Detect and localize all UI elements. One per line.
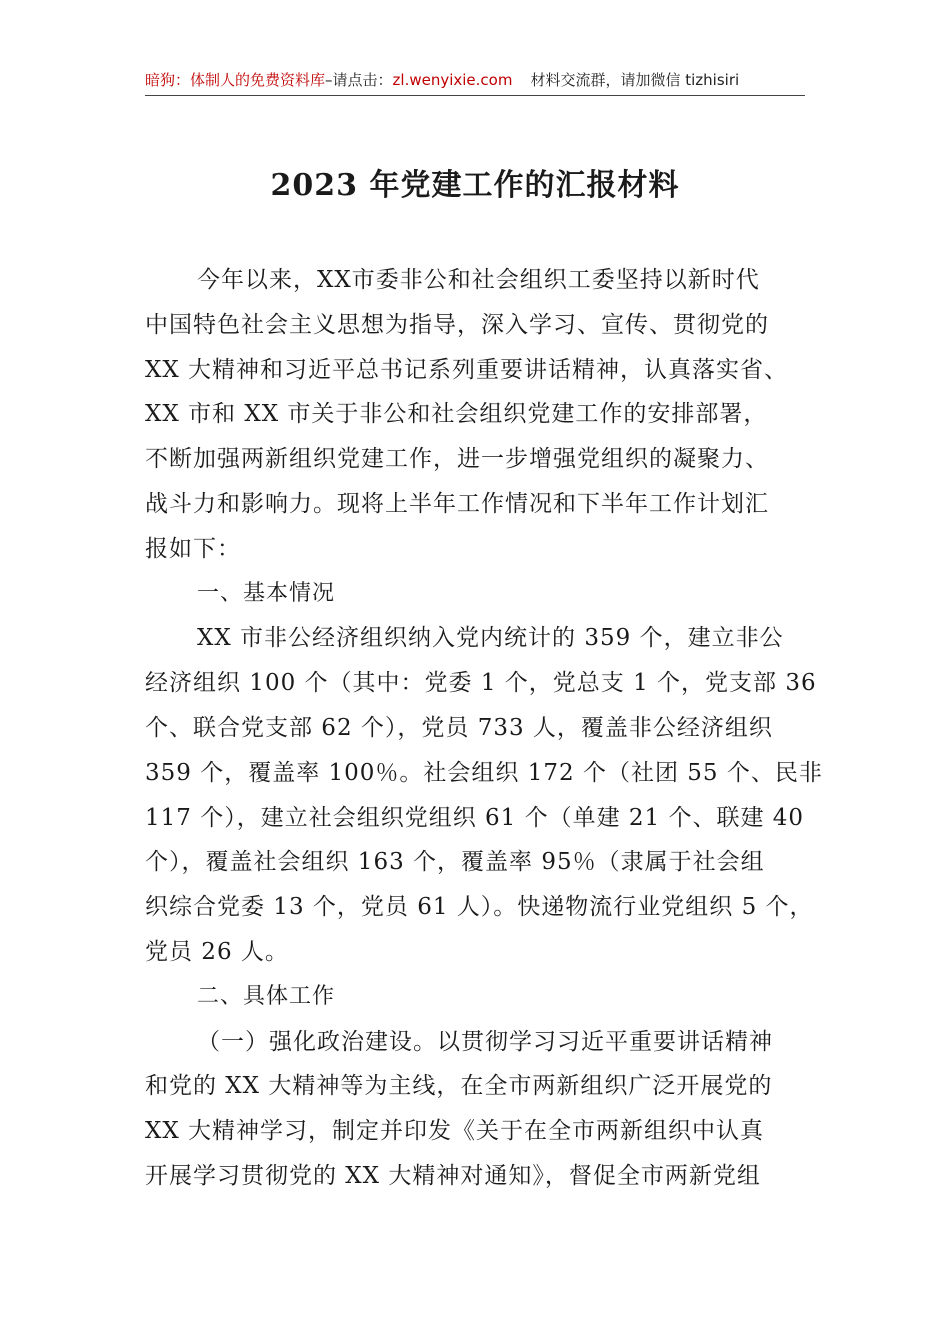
paragraph-line: 经济组织 100 个（其中：党委 1 个，党总支 1 个，党支部 36 [145, 670, 817, 697]
section-heading-work: 二、具体工作 [197, 983, 336, 1009]
document-body [145, 258, 823, 1199]
paragraph-line: XX 大精神学习，制定并印发《关于在全市两新组织中认真 [145, 1118, 765, 1145]
paragraph-line: 个），覆盖社会组织 163 个，覆盖率 95％（隶属于社会组 [145, 849, 765, 876]
header-prompt: –请点击： [325, 71, 393, 89]
paragraph-line: 个、联合党支部 62 个），党员 733 人，覆盖非公经济组织 [145, 714, 773, 741]
section-heading-basic: 一、基本情况 [197, 580, 336, 606]
paragraph-line: XX 大精神和习近平总书记系列重要讲话精神，认真落实省、 [145, 356, 789, 383]
paragraph-line: 117 个），建立社会组织党组织 61 个（单建 21 个、联建 40 [145, 804, 805, 831]
header-divider [145, 95, 805, 96]
paragraph-line: 战斗力和影响力。现将上半年工作情况和下半年工作计划汇 [145, 490, 769, 517]
paragraph-line: 不断加强两新组织党建工作，进一步增强党组织的凝聚力、 [145, 446, 769, 473]
paragraph-line: 359 个，覆盖率 100％。社会组织 172 个（社团 55 个、民非 [145, 759, 823, 786]
header-brand: 暗狗：体制人的免费资料库 [145, 71, 326, 89]
paragraph-line: （一）强化政治建设。以贯彻学习习近平重要讲话精神 [197, 1028, 773, 1055]
paragraph-line: 和党的 XX 大精神等为主线，在全市两新组织广泛开展党的 [145, 1073, 773, 1100]
paragraph-line: 开展学习贯彻党的 XX 大精神对通知》，督促全市两新党组 [145, 1162, 761, 1189]
document-title: 2023 年党建工作的汇报材料 [270, 168, 680, 203]
paragraph-line: 织综合党委 13 个，党员 61 人）。快递物流行业党组织 5 个， [145, 894, 814, 921]
paragraph-line: 中国特色社会主义思想为指导，深入学习、宣传、贯彻党的 [145, 311, 769, 338]
page-header [145, 66, 805, 94]
paragraph-line: 党员 26 人。 [145, 938, 289, 965]
header-link[interactable]: zl.wenyixie.com [392, 71, 513, 89]
paragraph-line: XX 市和 XX 市关于非公和社会组织党建工作的安排部署， [145, 401, 768, 428]
header-contact: 材料交流群，请加微信 tizhisiri [530, 71, 740, 89]
paragraph-line: 今年以来，XX市委非公和社会组织工委坚持以新时代 [197, 267, 760, 293]
paragraph-line: XX 市非公经济组织纳入党内统计的 359 个，建立非公 [197, 625, 784, 652]
paragraph-line: 报如下： [145, 535, 241, 562]
